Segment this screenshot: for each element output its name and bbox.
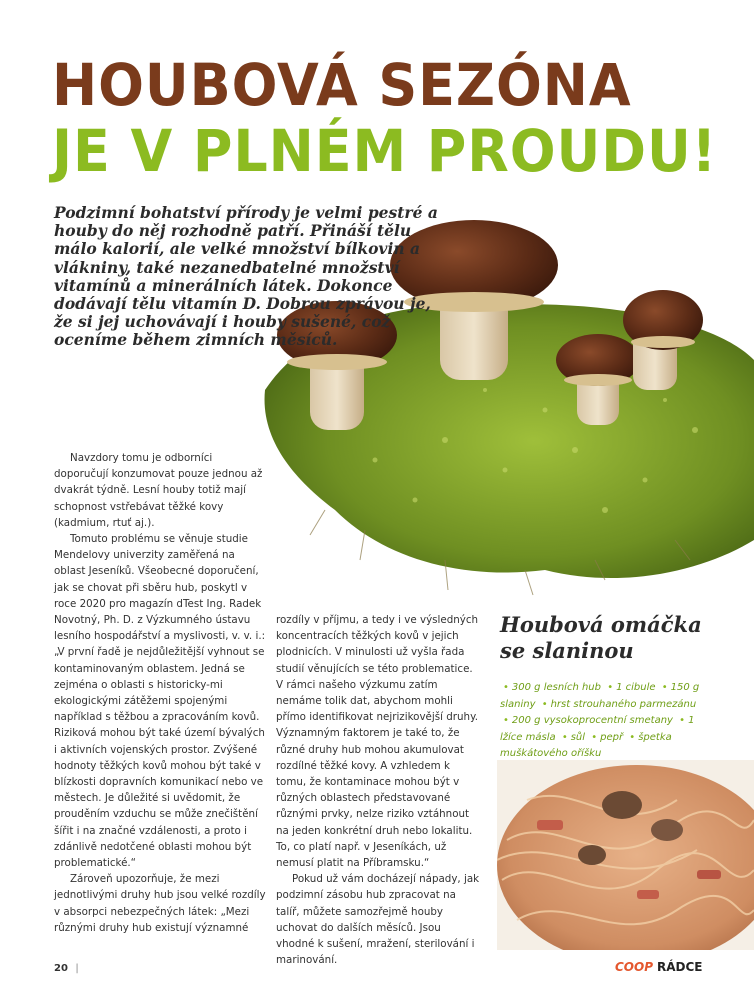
ingredient-item: 300 g lesních hub [511,682,601,693]
ingredient-bullet: • [503,715,509,726]
ingredient-item: 1 lžíce másla [500,715,695,743]
ingredient-item: sůl [570,731,586,743]
ingredient-bullet: • [607,682,614,693]
ingredient-bullet: • [629,731,636,743]
ingredient-item: špetka muškátového oříšku [500,731,672,759]
ingredient-item: 200 g vysokoprocentní smetany [511,715,673,726]
coop-logo: COOP [615,960,654,974]
radce-logo: RÁDCE [657,960,703,974]
ingredient-bullet: • [541,698,548,710]
ingredient-item: pepř [600,731,624,743]
ingredient-bullet: • [679,715,686,726]
article-paragraph: Pokud už vám docházejí nápady, jak podzimní zásobu hub zpracovat na talíř, můžete samozřejmě houby uchovat do dalších měsíců. Jsou vhodné k sušení, mražení, sterilování i marinování. [276,873,480,967]
page-number-value: 20 [54,963,68,974]
recipe-title: Houbová omáčka se slaninou [500,612,702,663]
ingredient-bullet: • [591,731,598,743]
article-paragraph: Navzdory tomu je odborníci doporučují konzumovat pouze jednou až dvakrát týdně. Lesní houby totiž mají schopnost vstřebávat těžké kovy (kadmium, rtuť aj.). [54,452,263,529]
ingredient-bullet: • [503,682,509,693]
ingredient-bullet: • [661,682,668,693]
headline-line-2: JE V PLNÉM PROUDU! [52,117,718,185]
headline-line-1: HOUBOVÁ SEZÓNA [52,51,632,119]
brand-logo [615,960,703,974]
page-number-separator: | [75,963,79,974]
lead-paragraph: Podzimní bohatství přírody je velmi pestré a houby do něj rozhodně patří. Přináší tělu málo kalorií, ale velké množství bílkovin a vlákniny, také nezanedbatelné množství vitamínů a minerálních látek. Dokonce dodávají tělu vitamín D. Dobrou zprávou je, že si jej uchovávají i houby sušené, což oceníme během zimních měsíců. [54,203,438,350]
recipe-ingredients [500,680,712,763]
article-paragraph: Zároveň upozorňuje, že mezi jednotlivými druhy hub jsou velké rozdíly v absorpci nebezpečných látek: „Mezi různými druhy hub existují významné [54,873,266,934]
article-column-2 [276,612,481,968]
article-column-1 [54,450,269,936]
ingredient-bullet: • [561,731,568,743]
ingredient-item: hrst strouhaného parmezánu [550,698,697,710]
article-paragraph: Tomuto problému se věnuje studie Mendelovy univerzity zaměřená na oblast Jeseníků. Všeobecné doporučení, jak se chovat při sběru hub, poskytl v roce 2020 pro magazín dTest Ing. Radek Novotný, Ph. D. z Výzkumného ústavu lesního hospodářství a myslivosti, v. v. i.: „V první řadě je nejdůležitější vyhnout se kontaminovaným oblastem. Jedná se zejména o oblasti s historicky-mi ekologickými zátěžemi spojenými například s těžbou a zpracováním kovů. Riziková mohou být také území bývalých i aktivních vojenských prostor. Zvýšené hodnoty těžkých kovů mohou být také v blízkosti dopravních komunikací nebo ve městech. Je důležité si uvědomit, že prouděním vzduchu se může znečištění šířit i na značné vzdálenosti, a proto i zdánlivě nedotčené oblasti mohou být problematické.“ [54,533,266,870]
pasta-dish-image [497,760,754,950]
page-number [54,963,79,974]
ingredient-item: 150 g slaniny [500,682,700,710]
article-paragraph: rozdíly v příjmu, a tedy i ve výsledných koncentracích těžkých kovů v jejich plodnicích. V minulosti už vyšla řada studií věnujících se této problematice. V rámci našeho výzkumu zatím nemáme tolik dat, abychom mohli přímo identifikovat nejrizikovější druhy. Významným faktorem je také to, že různé druhy hub mohou akumulovat rozdílné těžké kovy. A vzhledem k tomu, že kontaminace mohou být v různých oblastech představované různými prvky, nelze riziko vztáhnout na jeden konkrétní druh nebo lokalitu. To, co platí např. v Jeseníkách, už nemusí platit na Příbramsku.“ [276,614,479,870]
ingredient-item: 1 cibule [616,682,656,693]
